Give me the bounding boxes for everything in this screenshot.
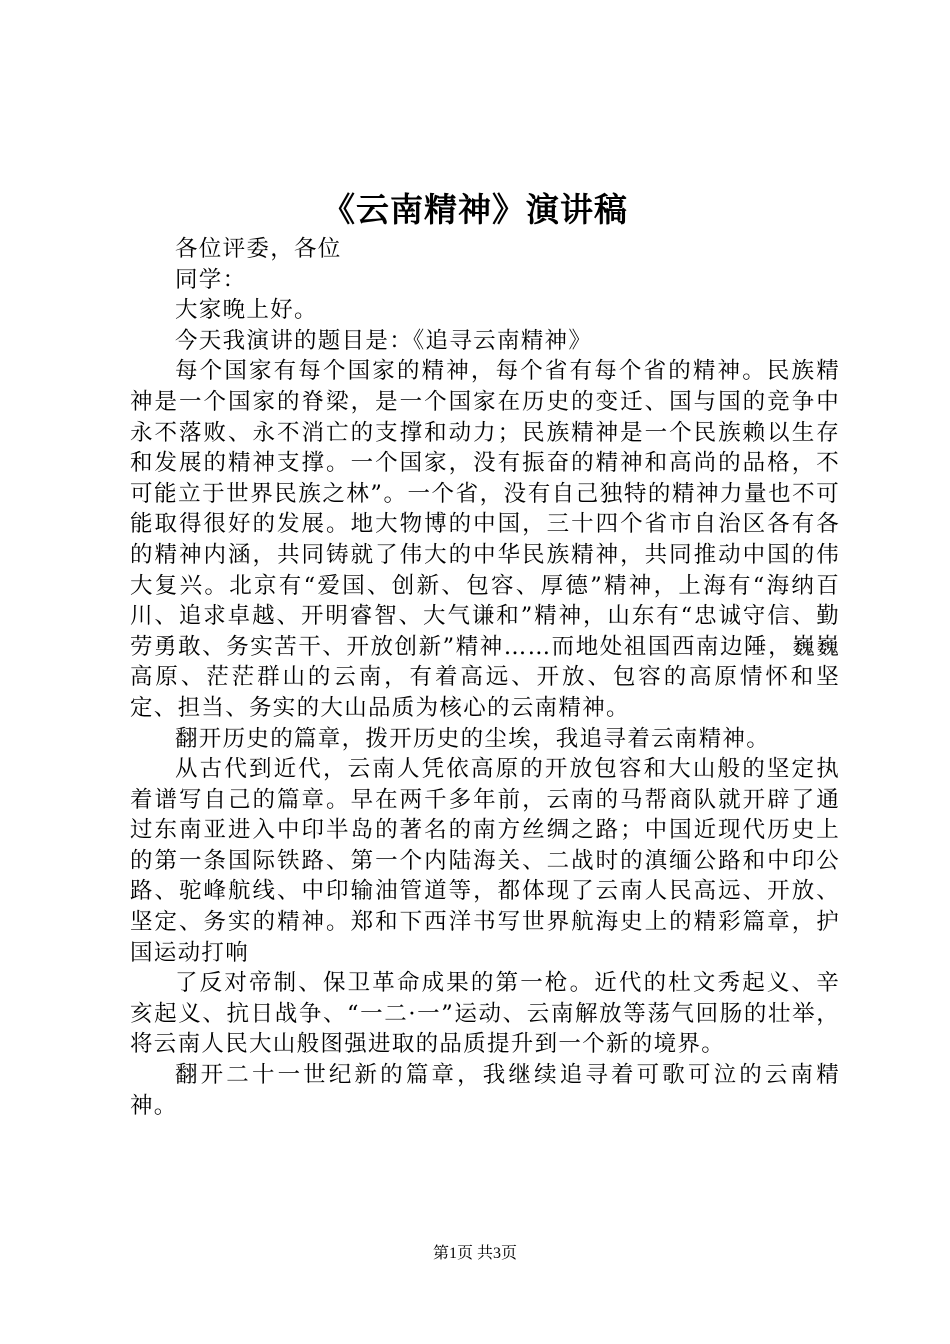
paragraph-audience: 同学： xyxy=(175,266,247,293)
paragraph-body-5: 翻开二十一世纪新的篇章，我继续追寻着可歌可泣的云南精神。 xyxy=(130,1062,840,1119)
page-footer: 第1页 共3页 xyxy=(432,1245,517,1262)
paragraph-body-3: 从古代到近代，云南人凭依高原的开放包容和大山般的坚定执着谱写自己的篇章。早在两千多年前，云南的马帮商队就开辟了通过东南亚进入中印半岛的著名的南方丝绸之路；中国近现代历史上的第一条国际铁路、第一个内陆海关、二战时的滇缅公路和中印公路、驼峰航线、中印输油管道等，都体现了云南人民高远、开放、坚定、务实的精神。郑和下西洋书写世界航海史上的精彩篇章，护国运动打响 xyxy=(130,756,840,966)
document-title: 《云南精神》演讲稿 xyxy=(322,190,628,229)
document-body xyxy=(130,234,840,1121)
paragraph-topic: 今天我演讲的题目是：《追寻云南精神》 xyxy=(175,327,593,354)
paragraph-body-2: 翻开历史的篇章，拨开历史的尘埃，我追寻着云南精神。 xyxy=(175,725,771,752)
paragraph-body-1: 每个国家有每个国家的精神，每个省有每个省的精神。民族精神是一个国家的脊梁，是一个国家在历史的变迁、国与国的竞争中永不落败、永不消亡的支撑和动力；民族精神是一个民族赖以生存和发展的精神支撑。一个国家，没有振奋的精神和高尚的品格，不可能立于世界民族之林”。一个省，没有自己独特的精神力量也不可能取得很好的发展。地大物博的中国，三十四个省市自治区各有各的精神内涵，共同铸就了伟大的中华民族精神，共同推动中国的伟大复兴。北京有“爱国、创新、包容、厚德”精神，上海有“海纳百川、追求卓越、开明睿智、大气谦和”精神，山东有“忠诚守信、勤劳勇敢、务实苦干、开放创新”精神……而地处祖国西南边陲，巍巍高原、茫茫群山的云南，有着高远、开放、包容的高原情怀和坚定、担当、务实的大山品质为核心的云南精神。 xyxy=(130,358,840,721)
paragraph-greeting: 各位评委，各位 xyxy=(175,236,342,262)
paragraph-salutation: 大家晚上好。 xyxy=(175,297,318,324)
paragraph-body-4: 了反对帝制、保卫革命成果的第一枪。近代的杜文秀起义、辛亥起义、抗日战争、“一二·一”运动、云南解放等荡气回肠的壮举，将云南人民大山般图强进取的品质提升到一个新的境界。 xyxy=(130,970,840,1058)
